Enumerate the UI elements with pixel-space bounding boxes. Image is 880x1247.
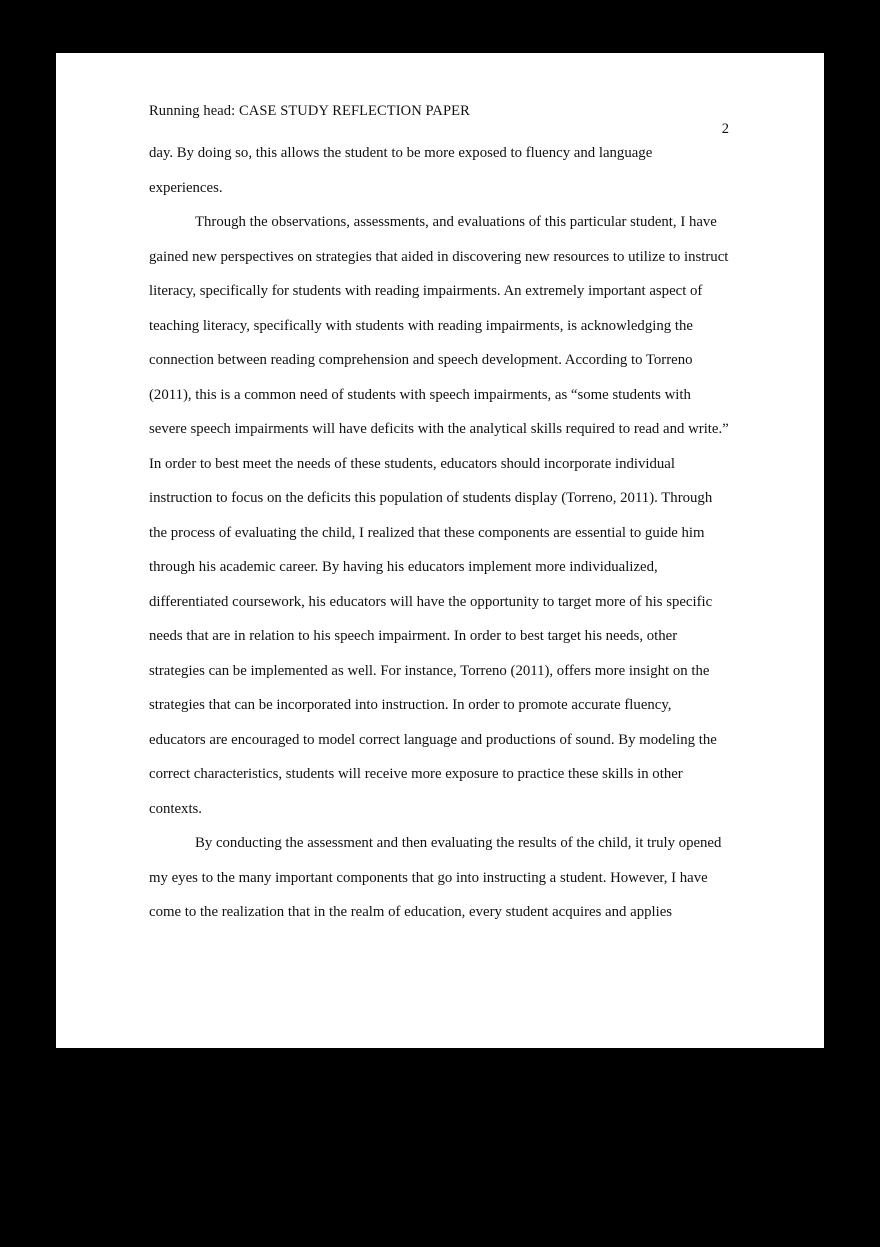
paragraph-2: Through the observations, assessments, and evaluations of this particular student, I have gained new perspectives on strategies that aided in discovering new resources to utilize to instruct literacy, specifically for students with reading impairments. An extremely important aspect of teaching literacy, specifically with students with reading impairments, is acknowledging the connection between reading comprehension and speech development. According to Torreno (2011), this is a common need of students with speech impairments, as “some students with severe speech impairments will have deficits with the analytical skills required to read and write.” In order to best meet the needs of these students, educators should incorporate individual instruction to focus on the deficits this population of students display (Torreno, 2011). Through the process of evaluating the child, I realized that these components are essential to guide him through his academic career. By having his educators implement more individualized, differentiated coursework, his educators will have the opportunity to target more of his specific needs that are in relation to his speech impairment. In order to best target his needs, other strategies can be implemented as well. For instance, Torreno (2011), offers more insight on the strategies that can be incorporated into instruction. In order to promote accurate fluency, educators are encouraged to model correct language and productions of sound. By modeling the correct characteristics, students will receive more exposure to practice these skills in other contexts. [149,214,729,817]
document-page [56,53,824,1048]
paragraph-1: day. By doing so, this allows the student to be more exposed to fluency and language experiences. [149,145,653,196]
page-content [149,103,729,930]
running-head: Running head: CASE STUDY REFLECTION PAPER [149,103,470,119]
paragraph-3: By conducting the assessment and then evaluating the results of the child, it truly opened my eyes to the many important components that go into instructing a student. However, I have come to the realization that in the realm of education, every student acquires and applies [149,835,722,920]
page-number: 2 [721,121,729,137]
body-text [149,136,729,930]
